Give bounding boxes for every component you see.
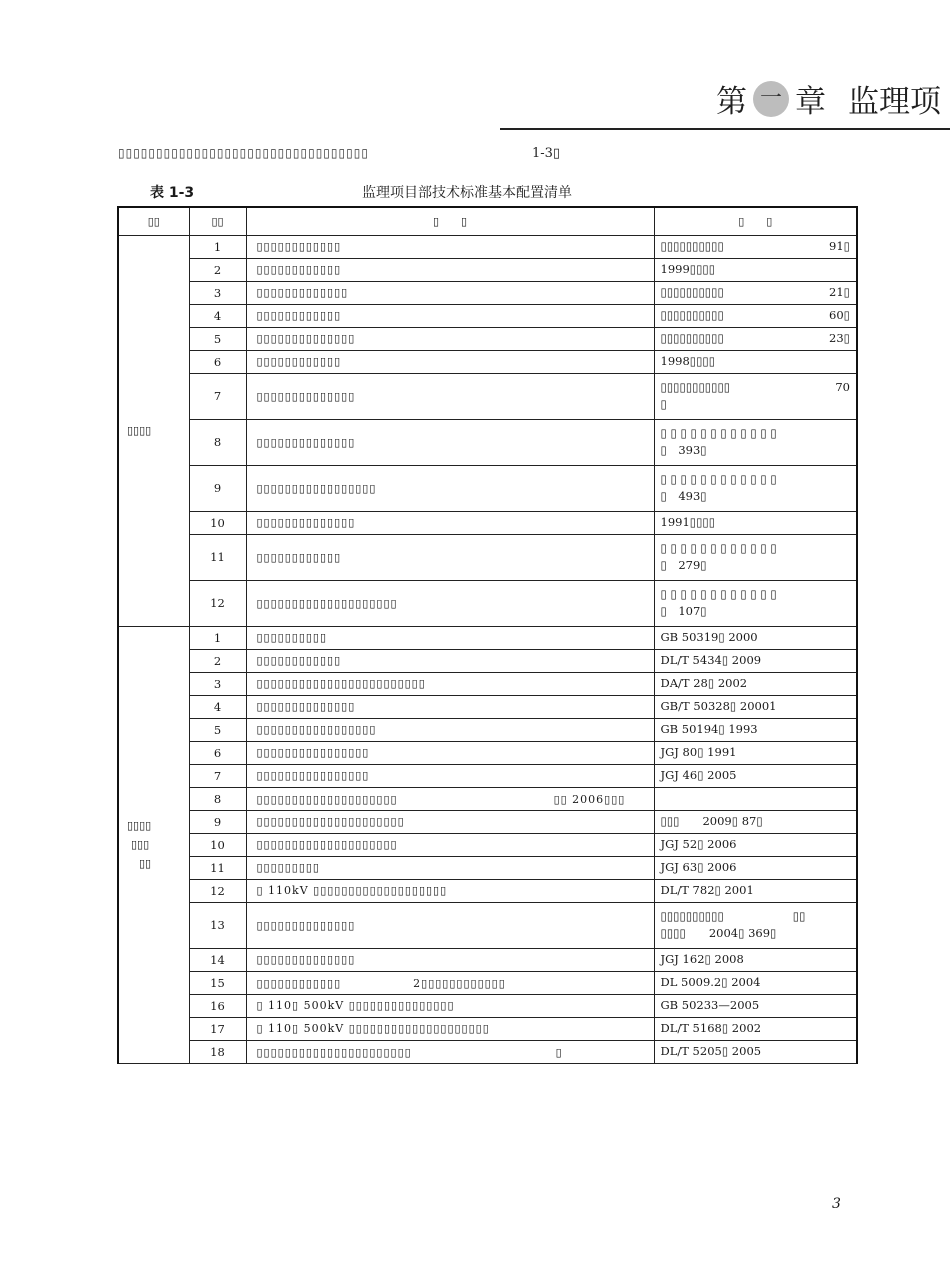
note-line-2: ▯▯▯▯ 2004▯ 369▯ [660,926,777,940]
note-number: 91▯ [829,239,850,253]
row-number: 11 [189,534,246,580]
note-text: JGJ 52▯ 2006 [660,837,737,851]
chapter-prefix: 第 [716,84,747,120]
standard-name: ▯▯▯▯▯▯▯▯▯▯▯▯▯▯▯▯▯▯▯▯▯ [246,810,654,833]
standard-name: ▯▯▯▯▯▯▯▯▯▯▯▯▯▯▯▯▯▯▯▯ [246,580,654,626]
table-row [118,465,857,511]
table-row [118,787,857,810]
row-number: 16 [189,994,246,1017]
standard-note [654,580,857,626]
row-number: 5 [189,327,246,350]
table-row [118,718,857,741]
header-category: ▯▯ [118,207,189,235]
table-row [118,741,857,764]
category-line: ▯▯ [139,857,152,870]
standard-note [654,764,857,787]
note-text: ▯▯▯▯▯▯▯▯▯▯ [660,239,724,253]
standard-note [654,649,857,672]
note-text: DL/T 5434▯ 2009 [660,653,762,667]
note-line-2: ▯ 493▯ [660,489,707,503]
category-cell: ▯▯▯▯ [118,235,189,626]
standard-note [654,833,857,856]
standard-name: ▯▯▯▯▯▯▯▯▯▯▯▯ [246,258,654,281]
row-number: 15 [189,971,246,994]
table-row [118,626,857,649]
standard-note [654,327,857,350]
row-number: 13 [189,902,246,948]
intro-table-ref: 1-3▯ [532,146,561,161]
standard-name: ▯▯▯▯▯▯▯▯▯▯▯▯ [246,649,654,672]
note-text: JGJ 80▯ 1991 [660,745,737,759]
note-text: JGJ 46▯ 2005 [660,768,737,782]
table-row [118,511,857,534]
table-row [118,764,857,787]
standard-note [654,695,857,718]
note-line-2: ▯ 107▯ [660,604,707,618]
standard-note [654,810,857,833]
table-row [118,373,857,419]
standard-note [654,672,857,695]
group-standards [118,626,857,1063]
note-number: 23▯ [829,331,850,345]
note-text: GB 50233—2005 [660,998,760,1012]
table-row [118,235,857,258]
note-text: JGJ 162▯ 2008 [660,952,744,966]
standard-name: ▯▯▯▯▯▯▯▯▯ [246,856,654,879]
standard-note [654,902,857,948]
table-row [118,672,857,695]
row-number: 5 [189,718,246,741]
header-note: ▯ ▯ [654,207,857,235]
standard-name: ▯▯▯▯▯▯▯▯▯▯ [246,626,654,649]
note-text: ▯▯▯▯▯▯▯▯▯▯ [660,331,724,345]
intro-text: ▯▯▯▯▯▯▯▯▯▯▯▯▯▯▯▯▯▯▯▯▯▯▯▯▯▯▯▯▯▯▯▯▯ [118,146,369,160]
note-line-2: ▯ [660,397,667,411]
standard-name: ▯ 110▯ 500kV ▯▯▯▯▯▯▯▯▯▯▯▯▯▯▯▯▯▯▯▯ [246,1017,654,1040]
group-laws [118,235,857,626]
page-number: 3 [832,1196,841,1212]
standard-name: ▯▯▯▯▯▯▯▯▯▯▯▯▯▯ [246,511,654,534]
note-number: 21▯ [829,285,850,299]
standard-name: ▯▯▯▯▯▯▯▯▯▯▯▯▯▯▯▯ [246,764,654,787]
standard-note [654,879,857,902]
table-row [118,649,857,672]
standard-name: ▯▯▯▯▯▯▯▯▯▯▯▯▯▯ [246,948,654,971]
standard-name: ▯ 110kV ▯▯▯▯▯▯▯▯▯▯▯▯▯▯▯▯▯▯▯ [246,879,654,902]
standard-name: ▯▯▯▯▯▯▯▯▯▯▯▯▯▯ [246,419,654,465]
standard-name: ▯▯▯▯▯▯▯▯▯▯▯▯ [246,235,654,258]
note-text: GB/T 50328▯ 20001 [660,699,777,713]
note-text: DA/T 28▯ 2002 [660,676,748,690]
standard-name: ▯▯▯▯▯▯▯▯▯▯▯▯▯ [246,281,654,304]
row-number: 9 [189,810,246,833]
standard-note [654,373,857,419]
note-line-2: ▯ 393▯ [660,443,707,457]
table-row [118,534,857,580]
note-text: GB 50319▯ 2000 [660,630,758,644]
row-number: 11 [189,856,246,879]
standard-name: ▯▯▯▯▯▯▯▯▯▯▯▯ [246,534,654,580]
row-number: 6 [189,350,246,373]
row-number: 1 [189,626,246,649]
standard-name: ▯▯▯▯▯▯▯▯▯▯▯▯▯▯▯▯▯ [246,465,654,511]
standard-name: ▯ 110▯ 500kV ▯▯▯▯▯▯▯▯▯▯▯▯▯▯▯ [246,994,654,1017]
row-number: 10 [189,833,246,856]
table-row [118,695,857,718]
table-row [118,856,857,879]
standard-name: ▯▯▯▯▯▯▯▯▯▯▯▯▯▯▯▯▯▯▯▯ [246,833,654,856]
table-row [118,948,857,971]
standard-note [654,465,857,511]
standard-note [654,258,857,281]
note-text: ▯▯▯▯▯▯▯▯▯▯ [660,308,724,322]
standards-table [117,206,858,1064]
chapter-heading [716,76,950,126]
row-number: 7 [189,764,246,787]
note-number: 70 [835,380,850,394]
standard-name: ▯▯▯▯▯▯▯▯▯▯▯▯▯▯ [246,695,654,718]
note-text: ▯ ▯ ▯ ▯ ▯ ▯ ▯ ▯ ▯ ▯ ▯ ▯ [660,541,777,555]
row-number: 6 [189,741,246,764]
table-row [118,1040,857,1063]
standard-name: ▯▯▯▯▯▯▯▯▯▯▯▯▯▯▯▯▯▯▯▯▯▯ ▯ [246,1040,654,1063]
standard-note [654,856,857,879]
category-line: ▯▯▯ [131,838,150,851]
row-number: 3 [189,281,246,304]
standard-note [654,1017,857,1040]
table-row [118,327,857,350]
standard-note [654,419,857,465]
standard-note [654,1040,857,1063]
standard-note [654,626,857,649]
table-caption-label: 表 1-3 [150,185,195,201]
standard-note [654,534,857,580]
row-number: 14 [189,948,246,971]
row-number: 4 [189,695,246,718]
standard-note [654,350,857,373]
standard-note [654,281,857,304]
table-row [118,994,857,1017]
header-name: ▯ ▯ [246,207,654,235]
row-number: 18 [189,1040,246,1063]
standard-name: ▯▯▯▯▯▯▯▯▯▯▯▯▯▯ [246,373,654,419]
row-number: 1 [189,235,246,258]
note-text: ▯▯▯ 2009▯ 87▯ [660,814,763,828]
row-number: 9 [189,465,246,511]
note-line-2: ▯ 279▯ [660,558,707,572]
row-number: 2 [189,649,246,672]
standard-name: ▯▯▯▯▯▯▯▯▯▯▯▯▯▯ [246,902,654,948]
category-cell [118,626,189,1063]
note-text: DL/T 5205▯ 2005 [660,1044,762,1058]
note-text: 1999▯▯▯▯ [660,262,716,276]
note-text: DL/T 5168▯ 2002 [660,1021,762,1035]
standard-note [654,511,857,534]
row-number: 12 [189,879,246,902]
standard-name: ▯▯▯▯▯▯▯▯▯▯▯▯ [246,304,654,327]
row-number: 2 [189,258,246,281]
table-caption-title: 监理项目部技术标准基本配置清单 [362,185,572,201]
table-row [118,258,857,281]
table-row [118,833,857,856]
standard-note [654,741,857,764]
row-number: 8 [189,419,246,465]
header-rule [500,128,950,130]
table-header-row [118,207,857,235]
table-row [118,281,857,304]
table-row [118,971,857,994]
table-row [118,580,857,626]
row-number: 17 [189,1017,246,1040]
header-number: ▯▯ [189,207,246,235]
table-row [118,304,857,327]
standard-note [654,948,857,971]
note-text: DL 5009.2▯ 2004 [660,975,761,989]
standard-name: ▯▯▯▯▯▯▯▯▯▯▯▯▯▯▯▯▯▯▯▯▯▯▯▯ [246,672,654,695]
category-line: ▯▯▯▯ [127,819,152,832]
chapter-title: 监理项 [848,84,941,120]
row-number: 10 [189,511,246,534]
standard-note [654,971,857,994]
standard-note [654,304,857,327]
chapter-number-badge: 一 [753,81,789,117]
standard-note [654,787,857,810]
table-row [118,350,857,373]
row-number: 4 [189,304,246,327]
table-row [118,419,857,465]
table-row [118,902,857,948]
standard-note [654,718,857,741]
standard-name: ▯▯▯▯▯▯▯▯▯▯▯▯▯▯▯▯ [246,741,654,764]
table-row [118,879,857,902]
row-number: 3 [189,672,246,695]
note-text: DL/T 782▯ 2001 [660,883,754,897]
row-number: 7 [189,373,246,419]
note-text: ▯▯▯▯▯▯▯▯▯▯ ▯▯ [660,909,806,923]
note-text: JGJ 63▯ 2006 [660,860,737,874]
note-text: 1998▯▯▯▯ [660,354,716,368]
standard-name: ▯▯▯▯▯▯▯▯▯▯▯▯ [246,350,654,373]
row-number: 12 [189,580,246,626]
note-text: ▯▯▯▯▯▯▯▯▯▯ [660,285,724,299]
table-row [118,1017,857,1040]
note-text: 1991▯▯▯▯ [660,515,716,529]
row-number: 8 [189,787,246,810]
note-text: ▯ ▯ ▯ ▯ ▯ ▯ ▯ ▯ ▯ ▯ ▯ ▯ [660,426,777,440]
note-text: ▯ ▯ ▯ ▯ ▯ ▯ ▯ ▯ ▯ ▯ ▯ ▯ [660,472,777,486]
note-text: ▯ ▯ ▯ ▯ ▯ ▯ ▯ ▯ ▯ ▯ ▯ ▯ [660,587,777,601]
standard-name: ▯▯▯▯▯▯▯▯▯▯▯▯▯▯▯▯▯ [246,718,654,741]
standard-name: ▯▯▯▯▯▯▯▯▯▯▯▯▯▯ [246,327,654,350]
note-text: ▯▯▯▯▯▯▯▯▯▯▯ [660,380,731,394]
standard-name: ▯▯▯▯▯▯▯▯▯▯▯▯ 2▯▯▯▯▯▯▯▯▯▯▯▯ [246,971,654,994]
note-text: GB 50194▯ 1993 [660,722,758,736]
standard-name: ▯▯▯▯▯▯▯▯▯▯▯▯▯▯▯▯▯▯▯▯ ▯▯ 2006▯▯▯ [246,787,654,810]
standard-note [654,994,857,1017]
chapter-suffix: 章 [795,84,826,120]
standard-note [654,235,857,258]
table-row [118,810,857,833]
note-number: 60▯ [829,308,850,322]
